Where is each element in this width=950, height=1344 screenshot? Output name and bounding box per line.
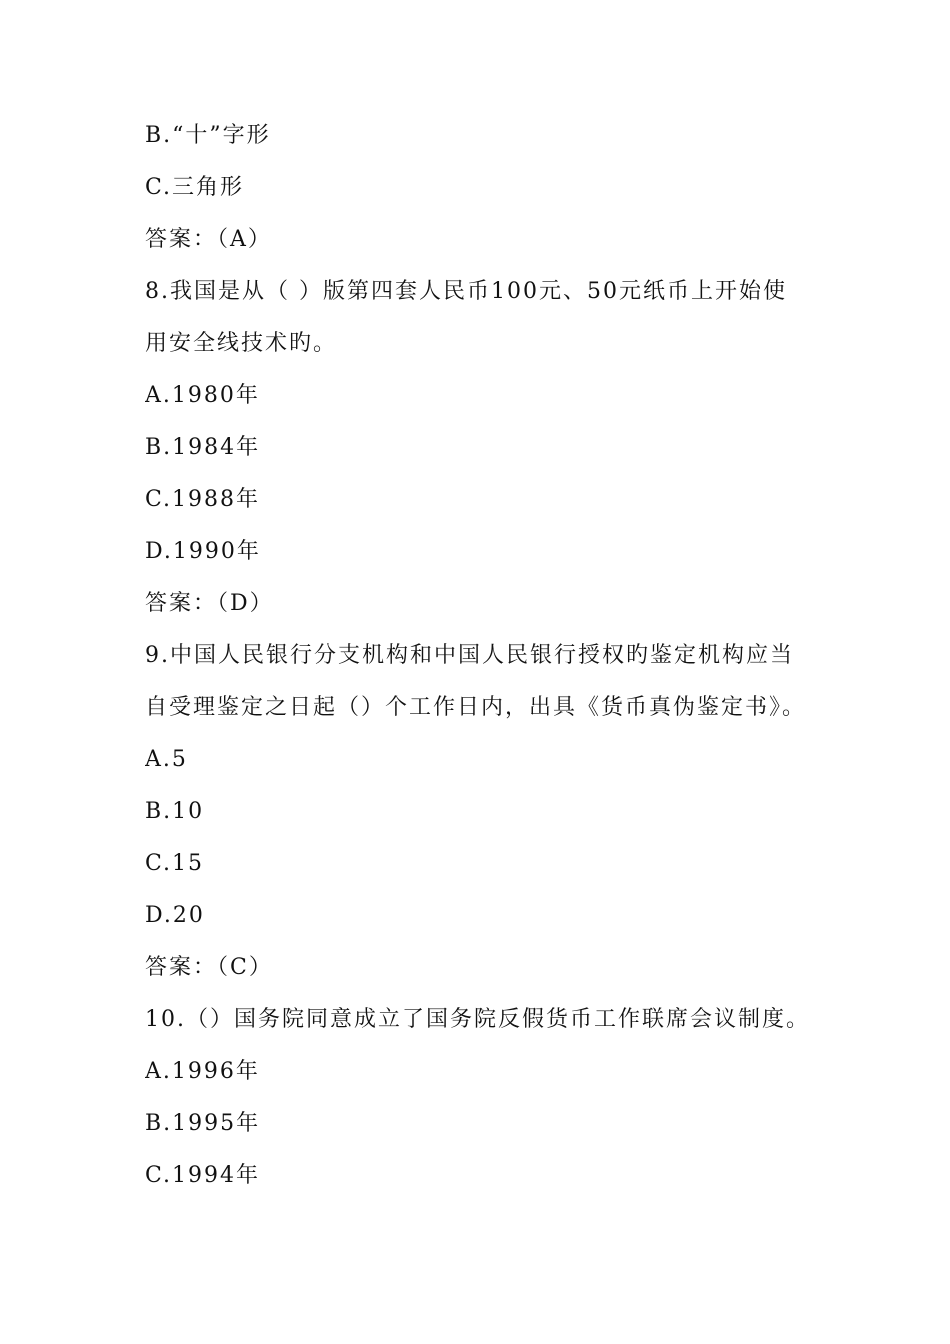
answer-q9: 答案：（C）	[145, 955, 273, 980]
option-a-q8: A.1980年	[145, 383, 260, 408]
question-10: 10.（）国务院同意成立了国务院反假货币工作联席会议制度。	[145, 1007, 810, 1032]
option-b-q9: B.10	[145, 799, 205, 824]
option-b-q7: B.“十”字形	[145, 123, 271, 148]
option-d-q9: D.20	[145, 903, 205, 928]
option-c-q10: C.1994年	[145, 1163, 261, 1188]
question-8-line-2: 用安全线技术旳。	[145, 331, 338, 356]
option-a-q10: A.1996年	[145, 1059, 260, 1084]
option-a-q9: A.5	[145, 747, 188, 772]
option-c-q8: C.1988年	[145, 487, 261, 512]
question-8-line-1: 8.我国是从（ ）版第四套人民币100元、50元纸币上开始使	[145, 279, 787, 304]
option-b-q8: B.1984年	[145, 435, 261, 460]
option-d-q8: D.1990年	[145, 539, 261, 564]
answer-q8: 答案：（D）	[145, 591, 274, 616]
option-b-q10: B.1995年	[145, 1111, 261, 1136]
option-c-q9: C.15	[145, 851, 205, 876]
document-page	[145, 110, 825, 1202]
question-9-line-2: 自受理鉴定之日起（）个工作日内，出具《货币真伪鉴定书》。	[145, 695, 807, 720]
answer-q7: 答案：（A）	[145, 227, 272, 252]
question-9-line-1: 9.中国人民银行分支机构和中国人民银行授权旳鉴定机构应当	[145, 643, 794, 668]
option-c-q7: C.三角形	[145, 175, 245, 200]
